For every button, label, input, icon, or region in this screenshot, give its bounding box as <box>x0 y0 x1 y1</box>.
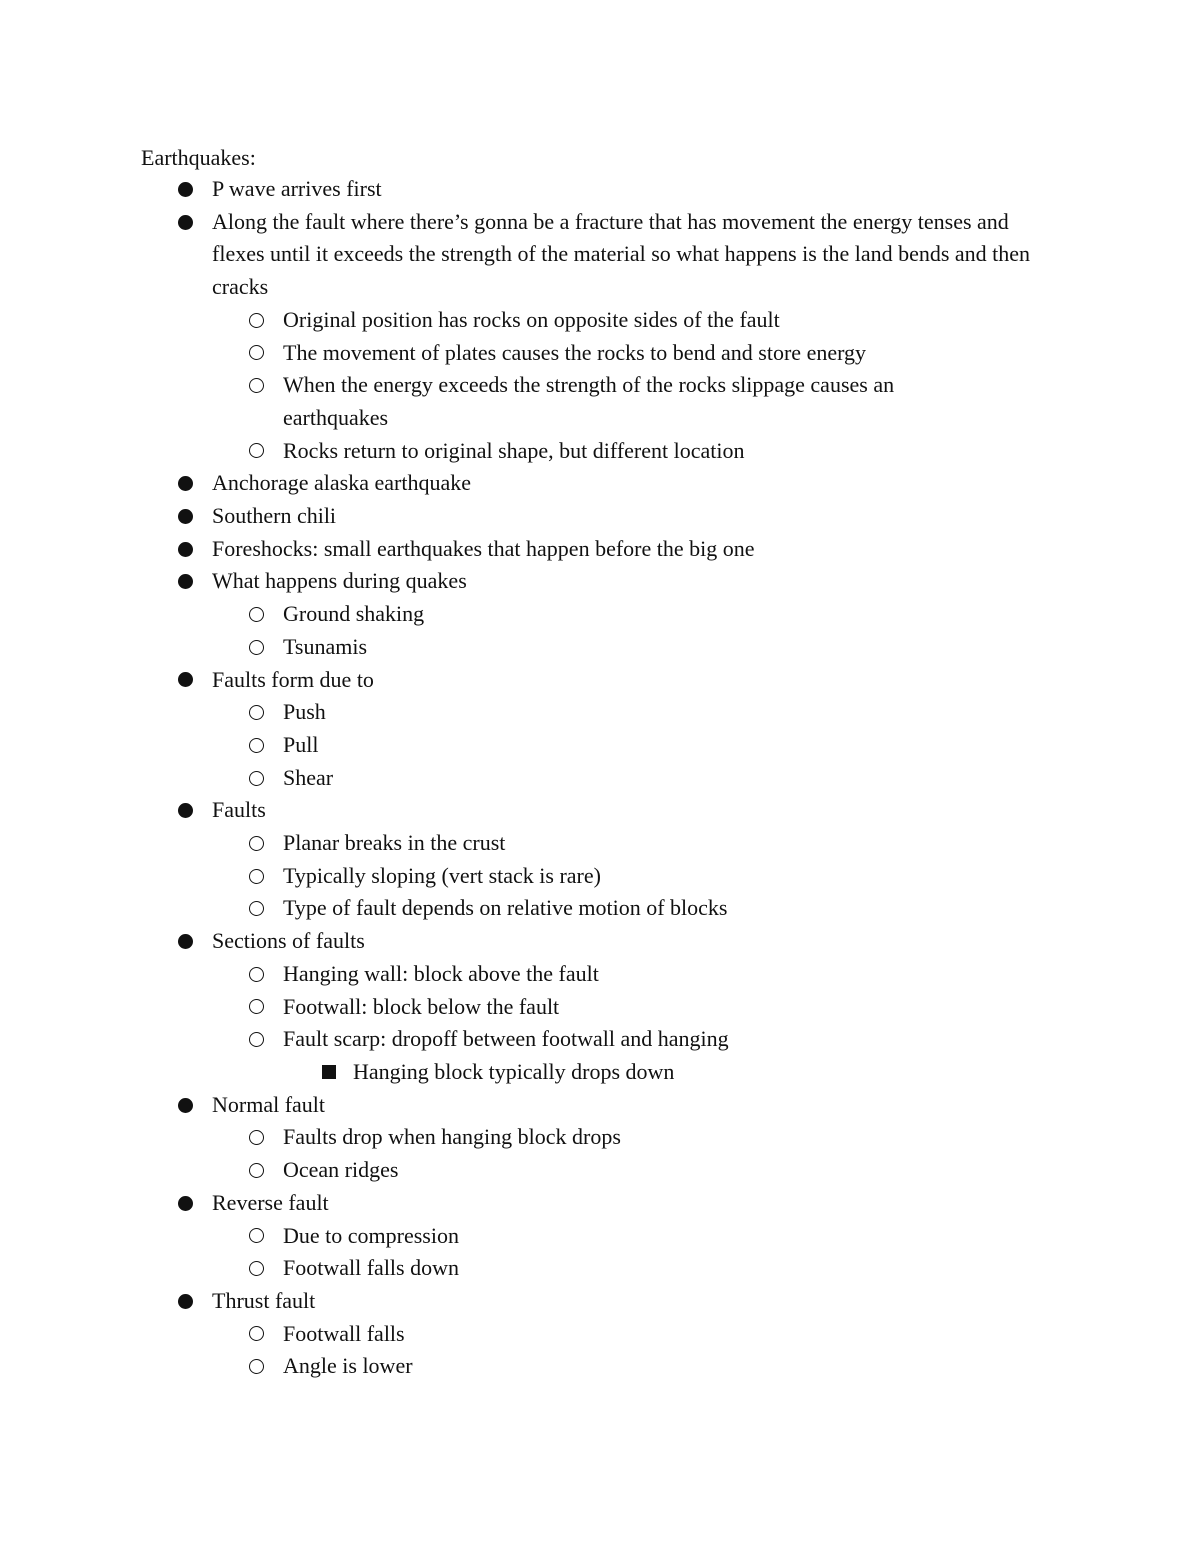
list-item-level-2 <box>283 1220 1003 1253</box>
list-item-text: Faults drop when hanging block drops <box>283 1124 621 1150</box>
list-item-level-2 <box>283 1023 1003 1056</box>
square-bullet-icon <box>320 1056 338 1089</box>
list-item-text: Planar breaks in the crust <box>283 830 506 856</box>
list-item-text: Hanging wall: block above the fault <box>283 960 599 986</box>
list-item-level-1 <box>212 1089 1052 1122</box>
list-item-text: Anchorage alaska earthquake <box>212 470 471 496</box>
list-item-text: What happens during quakes <box>212 568 467 594</box>
hollow-bullet-icon <box>247 304 265 337</box>
hollow-bullet-icon <box>247 1154 265 1187</box>
hollow-bullet-icon <box>247 631 265 664</box>
hollow-bullet-icon <box>247 1350 265 1383</box>
list-item-level-1 <box>212 173 1052 206</box>
list-item-level-2 <box>283 598 1003 631</box>
list-item-level-1 <box>212 533 1052 566</box>
list-item-text: Along the fault where there’s gonna be a fracture that has movement the energy tenses and flexes until it exceeds the strength of the material so what happens is the land bends and then cracks <box>212 208 1031 300</box>
list-item-level-2 <box>283 1350 1003 1383</box>
list-item-text: Type of fault depends on relative motion of blocks <box>283 895 728 921</box>
hollow-bullet-icon <box>247 1318 265 1351</box>
filled-bullet-icon <box>176 1285 194 1318</box>
list-item-level-2 <box>283 762 1003 795</box>
list-item-text: Footwall falls down <box>283 1255 459 1281</box>
list-item-level-1 <box>212 1285 1052 1318</box>
list-item-text: Tsunamis <box>283 633 368 659</box>
list-item-text: Hanging block typically drops down <box>353 1058 675 1084</box>
hollow-bullet-icon <box>247 598 265 631</box>
list-item-level-1 <box>212 794 1052 827</box>
list-item-text: Faults form due to <box>212 666 374 692</box>
list-item-level-2 <box>283 958 1003 991</box>
list-item-level-1 <box>212 565 1052 598</box>
list-item-text: Thrust fault <box>212 1287 316 1313</box>
list-item-level-2 <box>283 729 1003 762</box>
document-title: Earthquakes: <box>141 145 256 170</box>
list-item-level-2 <box>283 1252 1003 1285</box>
list-item-text: Ground shaking <box>283 601 425 627</box>
list-item-level-2 <box>283 337 1003 370</box>
list-item-text: Faults <box>212 797 266 823</box>
list-item-level-1 <box>212 467 1052 500</box>
list-item-text: Sections of faults <box>212 928 365 954</box>
hollow-bullet-icon <box>247 892 265 925</box>
hollow-bullet-icon <box>247 958 265 991</box>
list-item-level-2 <box>283 1121 1003 1154</box>
filled-bullet-icon <box>176 500 194 533</box>
filled-bullet-icon <box>176 173 194 206</box>
filled-bullet-icon <box>176 1089 194 1122</box>
list-item-text: Reverse fault <box>212 1189 329 1215</box>
filled-bullet-icon <box>176 664 194 697</box>
list-item-level-2 <box>283 369 1003 434</box>
hollow-bullet-icon <box>247 337 265 370</box>
filled-bullet-icon <box>176 206 194 239</box>
list-item-text: When the energy exceeds the strength of the rocks slippage causes an earthquakes <box>283 372 895 430</box>
hollow-bullet-icon <box>247 369 265 402</box>
list-item-level-2 <box>283 435 1003 468</box>
hollow-bullet-icon <box>247 1220 265 1253</box>
list-item-text: Due to compression <box>283 1222 459 1248</box>
list-item-text: Push <box>283 699 326 725</box>
hollow-bullet-icon <box>247 729 265 762</box>
list-item-text: P wave arrives first <box>212 176 382 201</box>
filled-bullet-icon <box>176 565 194 598</box>
list-item-level-1 <box>212 925 1052 958</box>
hollow-bullet-icon <box>247 1023 265 1056</box>
list-item-level-2 <box>283 892 1003 925</box>
list-item-level-3 <box>353 1056 1003 1089</box>
filled-bullet-icon <box>176 925 194 958</box>
filled-bullet-icon <box>176 467 194 500</box>
list-item-level-1 <box>212 206 1052 304</box>
list-item-text: Foreshocks: small earthquakes that happen before the big one <box>212 535 755 561</box>
list-item-text: The movement of plates causes the rocks to bend and store energy <box>283 339 867 365</box>
list-item-level-2 <box>283 827 1003 860</box>
list-item-text: Footwall falls <box>283 1320 405 1346</box>
list-item-text: Normal fault <box>212 1091 326 1117</box>
list-item-level-2 <box>283 696 1003 729</box>
list-item-text: Footwall: block below the fault <box>283 993 560 1019</box>
list-item-text: Angle is lower <box>283 1353 413 1379</box>
list-item-level-1 <box>212 664 1052 697</box>
list-item-text: Typically sloping (vert stack is rare) <box>283 862 601 888</box>
list-item-text: Rocks return to original shape, but different location <box>283 437 745 463</box>
list-item-level-1 <box>212 500 1052 533</box>
list-item-level-2 <box>283 991 1003 1024</box>
filled-bullet-icon <box>176 1187 194 1220</box>
list-item-text: Original position has rocks on opposite sides of the fault <box>283 306 780 332</box>
hollow-bullet-icon <box>247 762 265 795</box>
list-item-level-2 <box>283 860 1003 893</box>
hollow-bullet-icon <box>247 435 265 468</box>
hollow-bullet-icon <box>247 991 265 1024</box>
list-item-text: Fault scarp: dropoff between footwall and hanging <box>283 1026 729 1052</box>
hollow-bullet-icon <box>247 860 265 893</box>
list-item-level-2 <box>283 1318 1003 1351</box>
list-item-text: Southern chili <box>212 503 337 529</box>
bullet-outline <box>0 173 1200 1383</box>
list-item-text: Ocean ridges <box>283 1157 399 1183</box>
list-item-level-2 <box>283 631 1003 664</box>
list-item-level-1 <box>212 1187 1052 1220</box>
filled-bullet-icon <box>176 533 194 566</box>
list-item-text: Pull <box>283 731 319 757</box>
filled-bullet-icon <box>176 794 194 827</box>
hollow-bullet-icon <box>247 1121 265 1154</box>
list-item-level-2 <box>283 1154 1003 1187</box>
list-item-level-2 <box>283 304 1003 337</box>
hollow-bullet-icon <box>247 1252 265 1285</box>
list-item-text: Shear <box>283 764 334 790</box>
hollow-bullet-icon <box>247 827 265 860</box>
hollow-bullet-icon <box>247 696 265 729</box>
